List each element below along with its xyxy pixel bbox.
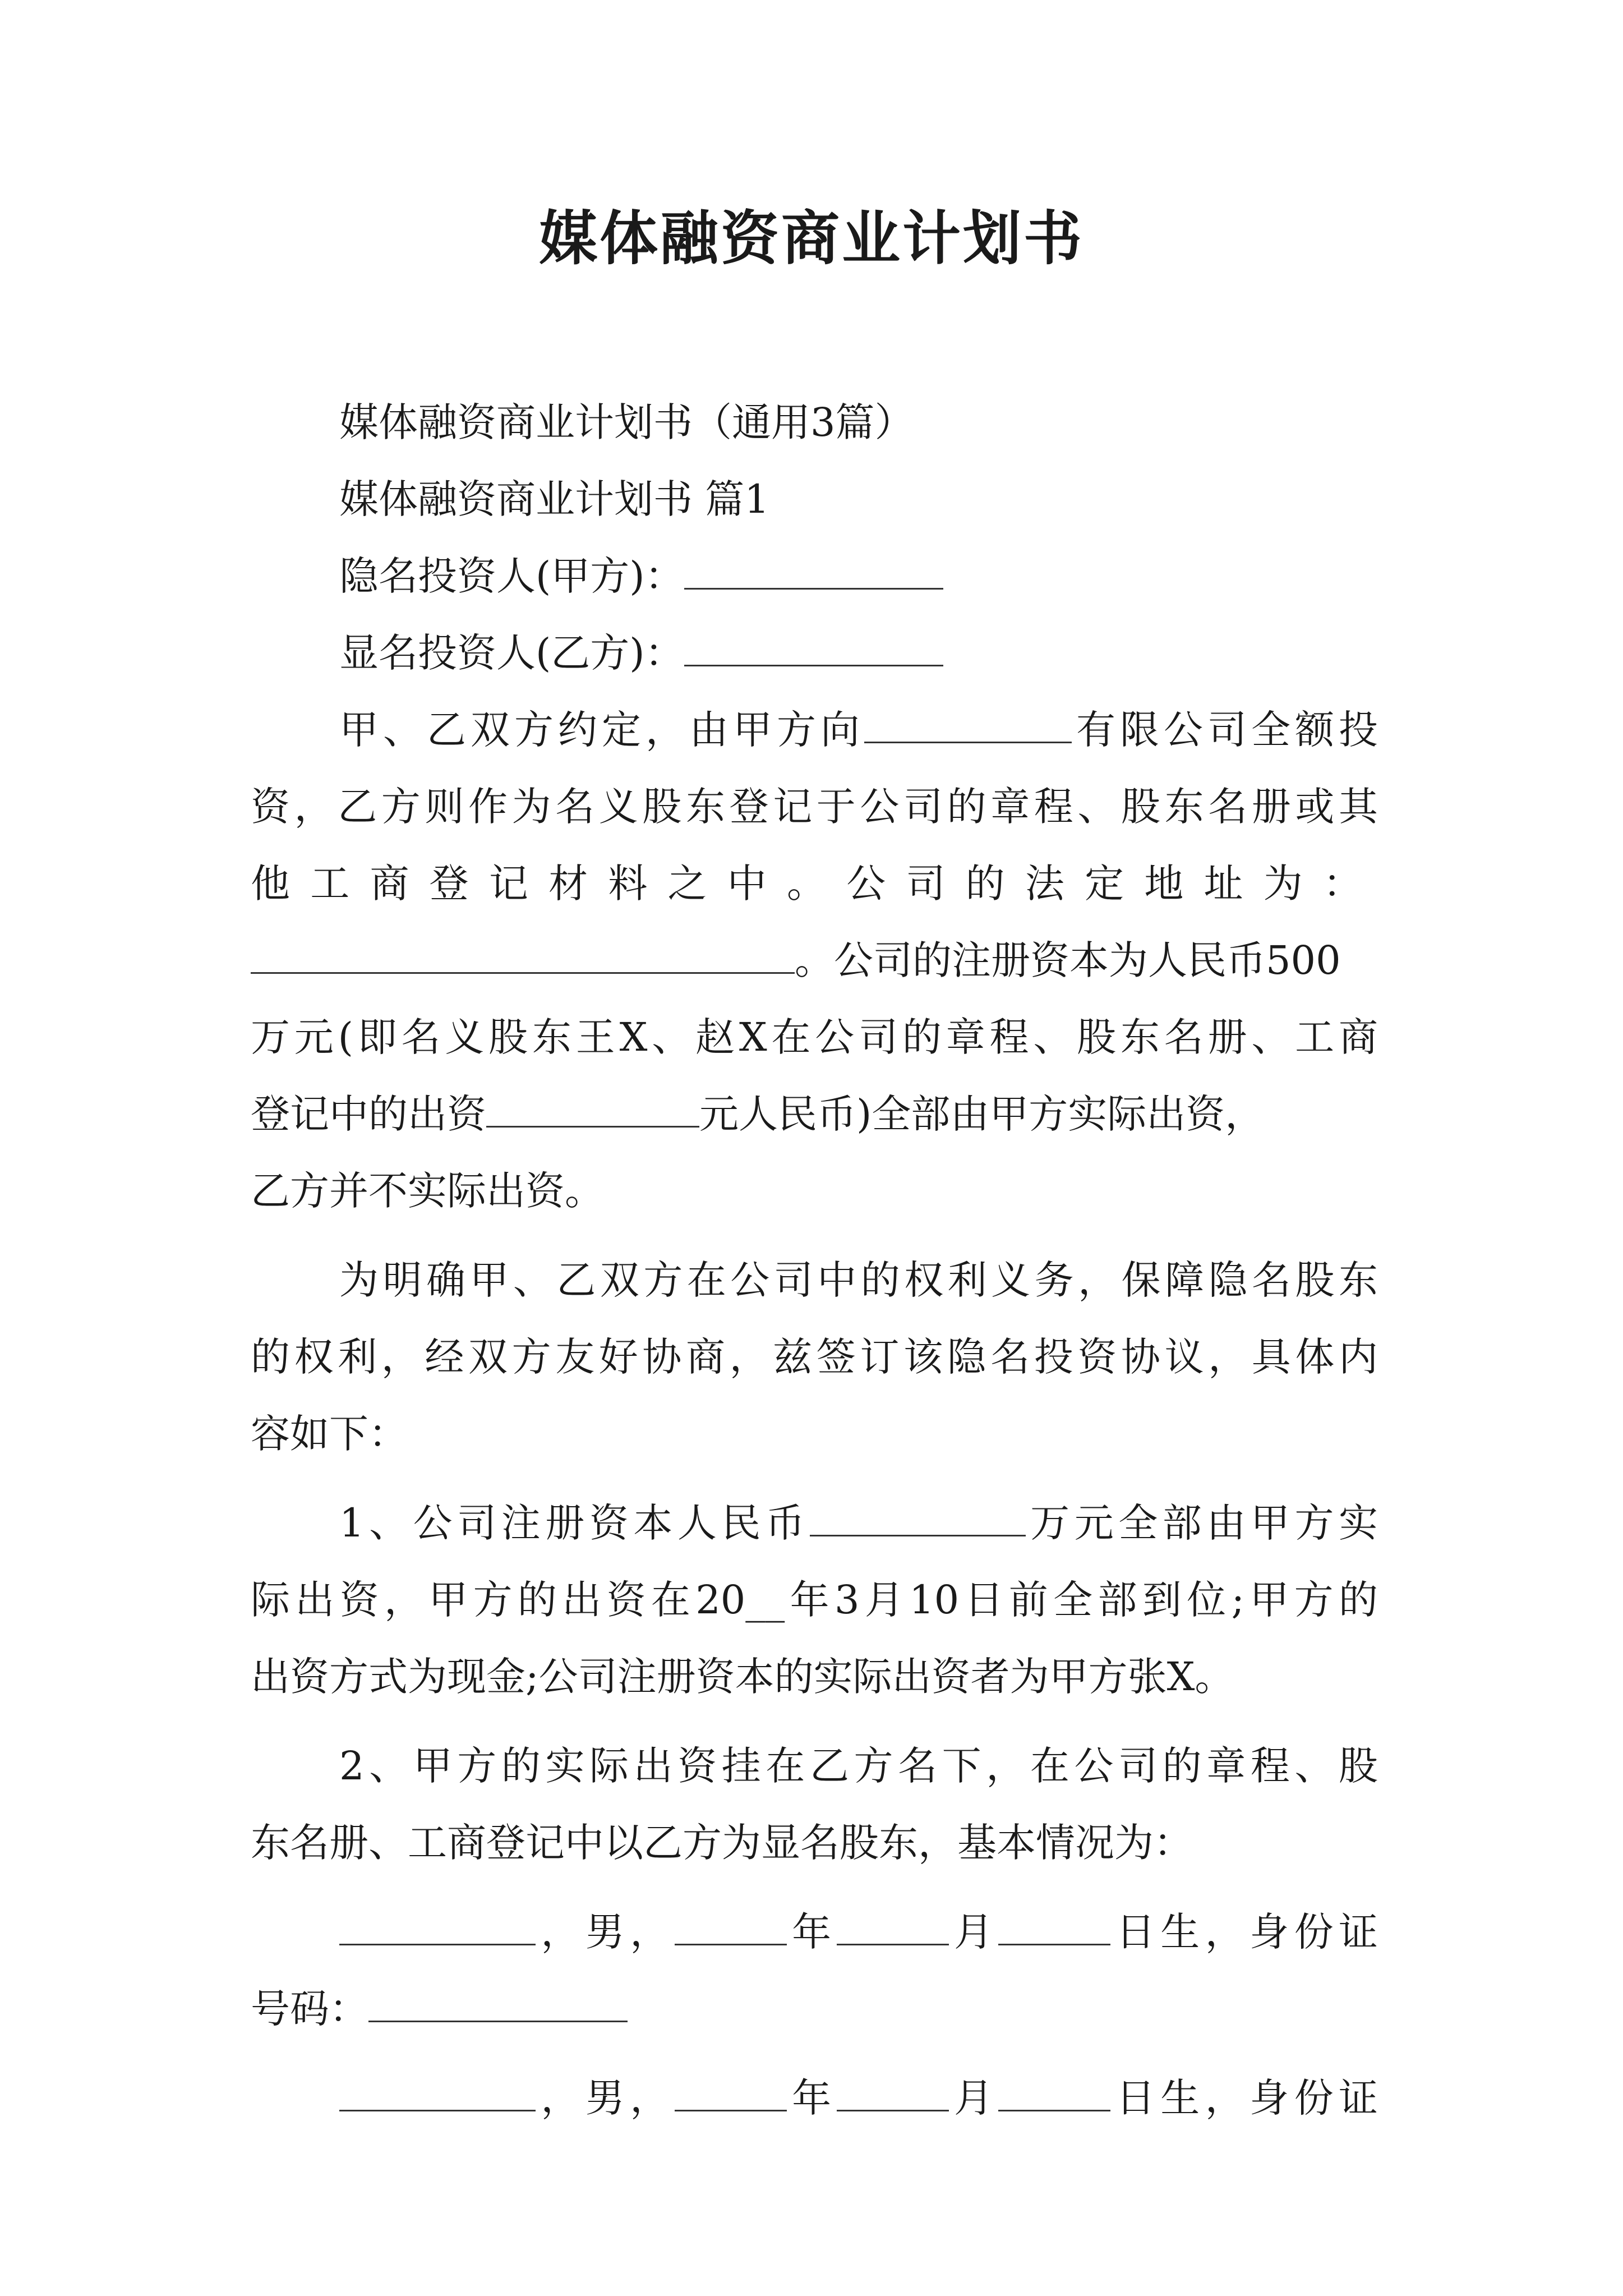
paragraph-2-line-3 (251, 1396, 1378, 1473)
spacer (251, 2047, 1378, 2060)
name-blank (339, 2073, 536, 2111)
party-a-label: 隐名投资人(甲方)： (339, 553, 684, 599)
text: 月 (948, 2075, 999, 2121)
text: 年 (786, 2075, 837, 2121)
clause-1-line-3 (251, 1639, 1378, 1715)
subtitle-text: 媒体融资商业计划书（通用3篇） (339, 399, 914, 445)
text: 万元全部由甲方实 (1025, 1500, 1378, 1546)
document-body (251, 384, 1378, 2137)
month-blank (837, 1907, 949, 1945)
text: 日生，身份证 (1110, 2075, 1378, 2121)
text: ，男， (536, 2075, 675, 2121)
text: 月 (948, 1909, 999, 1955)
text: 日生，身份证 (1110, 1909, 1378, 1955)
paragraph-1-line-1 (251, 692, 1378, 769)
clause-2-line-2 (251, 1805, 1378, 1881)
spacer (251, 1881, 1378, 1894)
party-b-blank (684, 628, 943, 666)
document-title: 媒体融资商业计划书 (538, 204, 1084, 273)
text: 1、公司注册资本人民币 (339, 1500, 810, 1546)
text: ，男， (536, 1909, 675, 1955)
text: 出资方式为现金;公司注册资本的实际出资者为甲方张X。 (251, 1654, 1234, 1700)
text: 元人民币)全部由甲方实际出资， (699, 1091, 1265, 1137)
text: 年 (786, 1909, 837, 1955)
text: 。公司的注册资本为人民币500 (795, 937, 1341, 983)
text: 登记中的出资 (251, 1091, 486, 1137)
party-b-label: 显名投资人(乙方)： (339, 630, 684, 676)
section-heading-text: 媒体融资商业计划书 篇1 (339, 476, 769, 522)
text: 东名册、工商登记中以乙方为显名股东，基本情况为： (251, 1820, 1193, 1866)
text: 容如下： (251, 1411, 408, 1457)
party-a-blank (684, 551, 943, 590)
party-a-line (251, 538, 1378, 615)
registered-capital-blank (810, 1498, 1026, 1536)
text: 有限公司全额投 (1072, 707, 1378, 753)
paragraph-1-line-3 (251, 845, 1378, 922)
text: 乙方并不实际出资。 (251, 1168, 604, 1214)
text: 2、甲方的实际出资挂在乙方名下，在公司的章程、股 (339, 1743, 1378, 1789)
clause-1-line-2 (251, 1562, 1378, 1639)
clause-2-line-1 (251, 1728, 1378, 1805)
capital-blank (486, 1089, 699, 1128)
text: 为明确甲、乙双方在公司中的权利义务，保障隐名股东 (339, 1257, 1378, 1303)
spacer (251, 1473, 1378, 1485)
text: 他工商登记材料之中。公司的法定地址为： (251, 861, 1378, 907)
spacer (251, 1230, 1378, 1242)
month-blank (837, 2073, 949, 2111)
clause-1-line-1 (251, 1485, 1378, 1562)
shareholder-1-line-1 (251, 1894, 1378, 1971)
year-blank (675, 2073, 787, 2111)
text: 际出资，甲方的出资在20__年3月10日前全部到位;甲方的 (251, 1577, 1378, 1623)
paragraph-1-line-7 (251, 1153, 1378, 1230)
paragraph-1-line-4 (251, 922, 1378, 999)
text: 的权利，经双方友好协商，兹签订该隐名投资协议，具体内 (251, 1334, 1378, 1380)
address-blank (251, 935, 795, 974)
year-blank (675, 1907, 787, 1945)
paragraph-1-line-2 (251, 769, 1378, 845)
text: 资，乙方则作为名义股东登记于公司的章程、股东名册或其 (251, 784, 1378, 830)
shareholder-1-line-2 (251, 1971, 1378, 2047)
paragraph-1-line-5 (251, 999, 1378, 1076)
id-number-blank (368, 1984, 628, 2022)
text: 万元(即名义股东王X、赵X在公司的章程、股东名册、工商 (251, 1014, 1378, 1060)
paragraph-1-line-6 (251, 1076, 1378, 1153)
subtitle-line (251, 384, 1378, 461)
company-name-blank (864, 705, 1072, 743)
name-blank (339, 1907, 536, 1945)
text: 号码： (251, 1986, 368, 2032)
text: 甲、乙双方约定，由甲方向 (339, 707, 864, 753)
paragraph-2-line-1 (251, 1242, 1378, 1319)
day-blank (998, 2073, 1110, 2111)
day-blank (998, 1907, 1110, 1945)
section-heading (251, 461, 1378, 538)
spacer (251, 1715, 1378, 1728)
paragraph-2-line-2 (251, 1319, 1378, 1396)
party-b-line (251, 615, 1378, 692)
shareholder-2-line-1 (251, 2060, 1378, 2137)
